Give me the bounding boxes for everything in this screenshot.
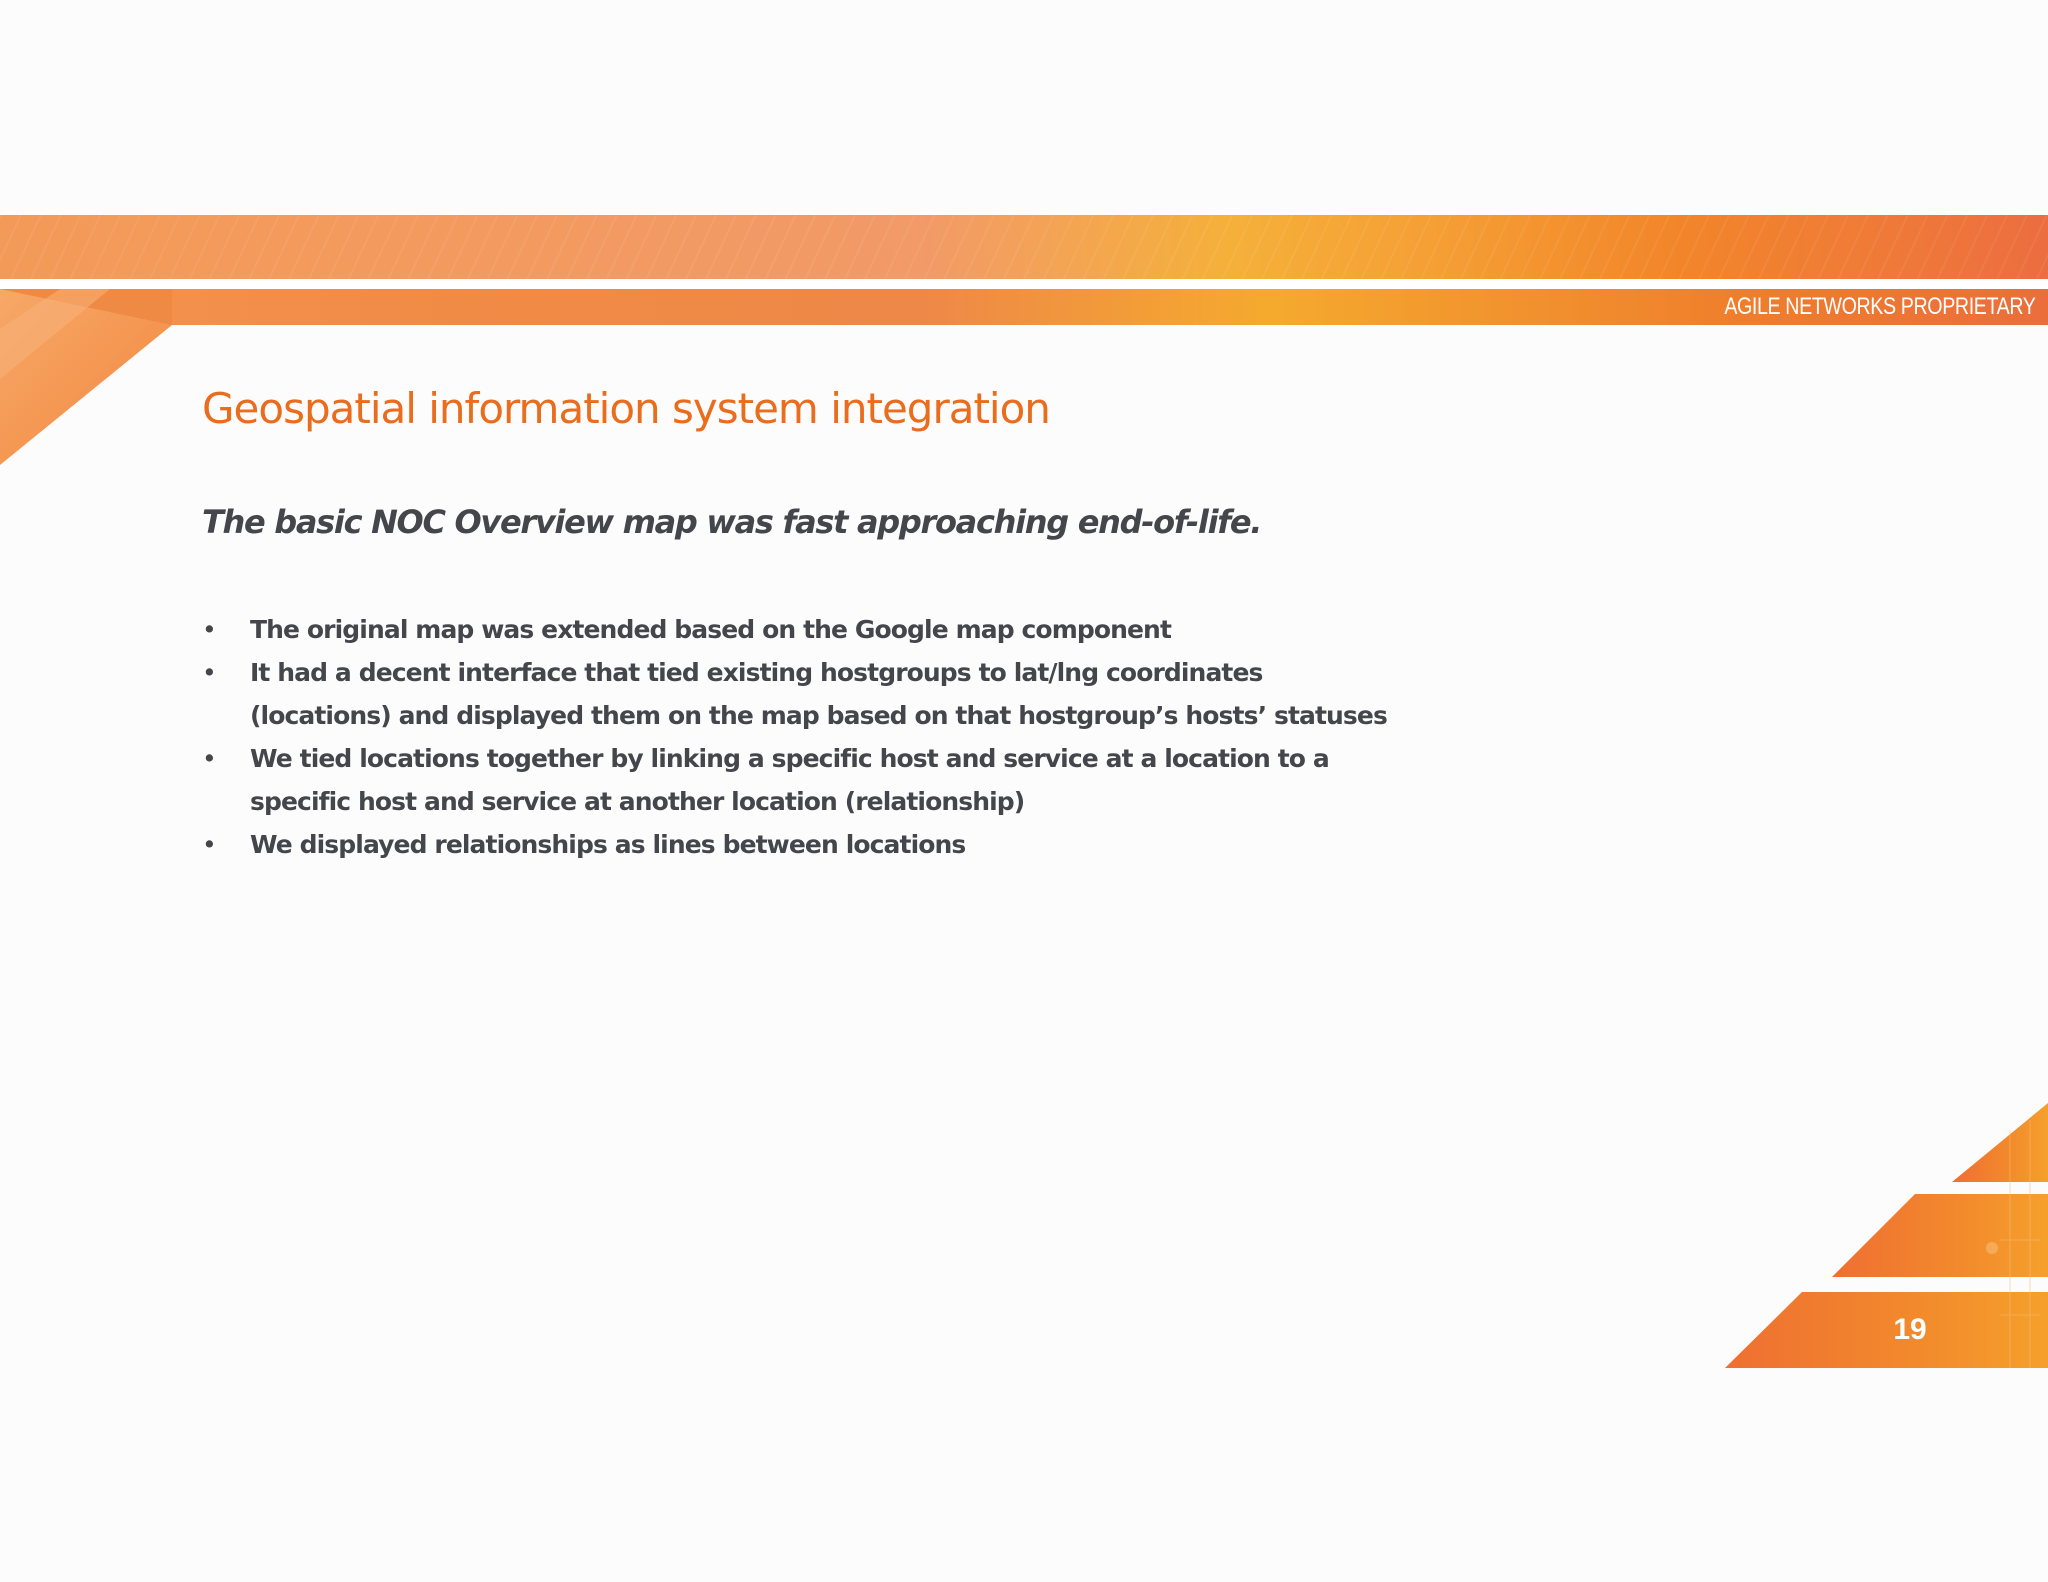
- bullet-item: [202, 608, 1362, 651]
- bullet-text-line: We displayed relationships as lines between locations: [250, 830, 966, 859]
- bullet-marker: •: [202, 744, 216, 773]
- bullet-text-line: We tied locations together by linking a specific host and service at a location to a: [250, 744, 1329, 773]
- bullet-text-line: specific host and service at another location (relationship): [250, 787, 1025, 816]
- footer-accent-graphic: [1700, 1090, 2048, 1370]
- bullet-text-line: (locations) and displayed them on the map based on that hostgroup’s hosts’ statuses: [250, 701, 1387, 730]
- bullet-text-line: It had a decent interface that tied existing hostgroups to lat/lng coordinates: [250, 658, 1263, 687]
- bullet-item: [202, 737, 1362, 823]
- bullet-item: [202, 823, 1362, 866]
- bullet-marker: •: [202, 615, 216, 644]
- bullet-marker: •: [202, 830, 216, 859]
- bullet-text-line: The original map was extended based on the Google map component: [250, 615, 1172, 644]
- slide-subtitle: The basic NOC Overview map was fast approaching end-of-life.: [202, 503, 1262, 541]
- header-banner-divider: [0, 279, 2048, 289]
- bullet-list: [202, 608, 1387, 866]
- bullet-item: [202, 651, 1387, 737]
- header-banner-texture: [0, 215, 2048, 279]
- slide-title: Geospatial information system integration: [202, 384, 1050, 433]
- proprietary-label: AGILE NETWORKS PROPRIETARY: [1724, 293, 2036, 320]
- bullet-marker: •: [202, 658, 216, 687]
- page-number: 19: [1893, 1313, 1927, 1346]
- corner-accent-graphic: [0, 289, 180, 469]
